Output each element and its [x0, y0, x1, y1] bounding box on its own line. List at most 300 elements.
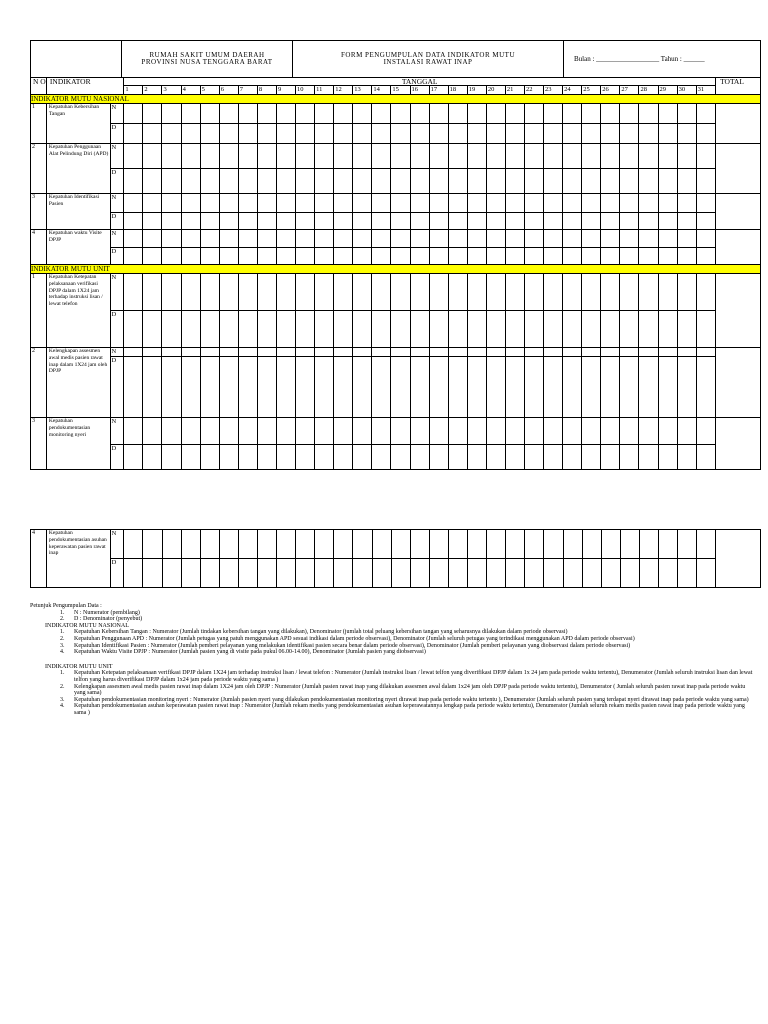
day-cell[interactable] — [658, 213, 677, 230]
day-cell[interactable] — [448, 230, 467, 248]
day-cell[interactable] — [353, 311, 372, 348]
day-cell[interactable] — [658, 274, 677, 311]
day-cell[interactable] — [582, 445, 601, 470]
day-cell[interactable] — [696, 230, 715, 248]
total-cell[interactable] — [716, 230, 761, 265]
day-cell[interactable] — [219, 559, 238, 588]
day-cell[interactable] — [162, 194, 181, 213]
day-cell[interactable] — [467, 445, 486, 470]
day-cell[interactable] — [238, 194, 257, 213]
day-cell[interactable] — [486, 274, 505, 311]
day-cell[interactable] — [334, 104, 353, 124]
day-cell[interactable] — [296, 357, 315, 418]
day-cell[interactable] — [563, 311, 582, 348]
day-cell[interactable] — [162, 144, 181, 169]
day-cell[interactable] — [219, 418, 238, 445]
day-cell[interactable] — [238, 348, 257, 357]
day-cell[interactable] — [582, 311, 601, 348]
day-cell[interactable] — [258, 559, 277, 588]
day-cell[interactable] — [620, 248, 639, 265]
day-cell[interactable] — [524, 445, 543, 470]
day-cell[interactable] — [200, 445, 219, 470]
day-cell[interactable] — [315, 418, 334, 445]
day-cell[interactable] — [505, 248, 524, 265]
day-cell[interactable] — [296, 104, 315, 124]
day-cell[interactable] — [486, 104, 505, 124]
day-cell[interactable] — [200, 144, 219, 169]
day-cell[interactable] — [200, 311, 219, 348]
day-cell[interactable] — [563, 357, 582, 418]
day-cell[interactable] — [524, 213, 543, 230]
total-cell[interactable] — [716, 104, 761, 144]
day-cell[interactable] — [696, 248, 715, 265]
day-cell[interactable] — [238, 169, 257, 194]
day-cell[interactable] — [601, 348, 620, 357]
day-cell[interactable] — [563, 559, 582, 588]
day-cell[interactable] — [620, 104, 639, 124]
day-cell[interactable] — [257, 194, 276, 213]
day-cell[interactable] — [467, 194, 486, 213]
day-cell[interactable] — [486, 348, 505, 357]
day-cell[interactable] — [696, 194, 715, 213]
day-cell[interactable] — [296, 248, 315, 265]
day-cell[interactable] — [677, 144, 696, 169]
day-cell[interactable] — [181, 357, 200, 418]
day-cell[interactable] — [544, 194, 563, 213]
day-cell[interactable] — [601, 144, 620, 169]
day-cell[interactable] — [677, 311, 696, 348]
day-cell[interactable] — [296, 169, 315, 194]
day-cell[interactable] — [639, 169, 658, 194]
day-cell[interactable] — [524, 248, 543, 265]
day-cell[interactable] — [391, 357, 410, 418]
day-cell[interactable] — [696, 357, 715, 418]
day-cell[interactable] — [582, 104, 601, 124]
day-cell[interactable] — [505, 104, 524, 124]
day-cell[interactable] — [658, 124, 677, 144]
day-cell[interactable] — [448, 213, 467, 230]
day-cell[interactable] — [620, 124, 639, 144]
day-cell[interactable] — [200, 530, 219, 559]
day-cell[interactable] — [658, 311, 677, 348]
day-cell[interactable] — [391, 530, 410, 559]
day-cell[interactable] — [696, 213, 715, 230]
day-cell[interactable] — [353, 248, 372, 265]
day-cell[interactable] — [276, 104, 295, 124]
day-cell[interactable] — [677, 194, 696, 213]
day-cell[interactable] — [200, 418, 219, 445]
day-cell[interactable] — [296, 274, 315, 311]
total-cell[interactable] — [716, 144, 761, 194]
day-cell[interactable] — [639, 348, 658, 357]
day-cell[interactable] — [391, 144, 410, 169]
day-cell[interactable] — [505, 357, 524, 418]
day-cell[interactable] — [181, 230, 200, 248]
day-cell[interactable] — [353, 169, 372, 194]
day-cell[interactable] — [124, 194, 143, 213]
day-cell[interactable] — [143, 169, 162, 194]
day-cell[interactable] — [124, 348, 143, 357]
day-cell[interactable] — [124, 144, 143, 169]
day-cell[interactable] — [334, 418, 353, 445]
day-cell[interactable] — [353, 194, 372, 213]
day-cell[interactable] — [620, 169, 639, 194]
day-cell[interactable] — [677, 248, 696, 265]
day-cell[interactable] — [181, 213, 200, 230]
day-cell[interactable] — [372, 248, 391, 265]
day-cell[interactable] — [410, 194, 429, 213]
day-cell[interactable] — [563, 213, 582, 230]
day-cell[interactable] — [315, 445, 334, 470]
day-cell[interactable] — [563, 418, 582, 445]
day-cell[interactable] — [315, 559, 334, 588]
day-cell[interactable] — [334, 357, 353, 418]
day-cell[interactable] — [219, 530, 238, 559]
day-cell[interactable] — [296, 559, 315, 588]
day-cell[interactable] — [544, 213, 563, 230]
day-cell[interactable] — [677, 169, 696, 194]
day-cell[interactable] — [276, 348, 295, 357]
day-cell[interactable] — [162, 357, 181, 418]
day-cell[interactable] — [658, 169, 677, 194]
day-cell[interactable] — [143, 194, 162, 213]
day-cell[interactable] — [238, 311, 257, 348]
day-cell[interactable] — [143, 311, 162, 348]
day-cell[interactable] — [410, 348, 429, 357]
day-cell[interactable] — [219, 104, 238, 124]
day-cell[interactable] — [219, 274, 238, 311]
day-cell[interactable] — [524, 124, 543, 144]
day-cell[interactable] — [639, 230, 658, 248]
day-cell[interactable] — [353, 357, 372, 418]
day-cell[interactable] — [353, 274, 372, 311]
day-cell[interactable] — [639, 445, 658, 470]
day-cell[interactable] — [391, 169, 410, 194]
day-cell[interactable] — [639, 104, 658, 124]
day-cell[interactable] — [257, 357, 276, 418]
day-cell[interactable] — [391, 248, 410, 265]
day-cell[interactable] — [658, 445, 677, 470]
day-cell[interactable] — [372, 418, 391, 445]
day-cell[interactable] — [124, 418, 143, 445]
day-cell[interactable] — [276, 248, 295, 265]
day-cell[interactable] — [200, 248, 219, 265]
day-cell[interactable] — [429, 144, 448, 169]
day-cell[interactable] — [277, 530, 296, 559]
day-cell[interactable] — [448, 530, 467, 559]
day-cell[interactable] — [639, 248, 658, 265]
total-cell[interactable] — [716, 194, 761, 230]
day-cell[interactable] — [429, 274, 448, 311]
day-cell[interactable] — [506, 530, 525, 559]
day-cell[interactable] — [544, 248, 563, 265]
day-cell[interactable] — [257, 213, 276, 230]
day-cell[interactable] — [162, 274, 181, 311]
day-cell[interactable] — [219, 213, 238, 230]
day-cell[interactable] — [544, 530, 563, 559]
day-cell[interactable] — [544, 348, 563, 357]
day-cell[interactable] — [524, 144, 543, 169]
day-cell[interactable] — [143, 357, 162, 418]
day-cell[interactable] — [334, 559, 353, 588]
day-cell[interactable] — [238, 274, 257, 311]
day-cell[interactable] — [410, 418, 429, 445]
day-cell[interactable] — [162, 445, 181, 470]
day-cell[interactable] — [296, 144, 315, 169]
day-cell[interactable] — [486, 230, 505, 248]
day-cell[interactable] — [162, 559, 181, 588]
day-cell[interactable] — [505, 144, 524, 169]
day-cell[interactable] — [563, 169, 582, 194]
day-cell[interactable] — [296, 230, 315, 248]
day-cell[interactable] — [639, 311, 658, 348]
day-cell[interactable] — [372, 230, 391, 248]
day-cell[interactable] — [410, 445, 429, 470]
day-cell[interactable] — [238, 248, 257, 265]
day-cell[interactable] — [639, 194, 658, 213]
day-cell[interactable] — [620, 311, 639, 348]
day-cell[interactable] — [486, 194, 505, 213]
day-cell[interactable] — [601, 169, 620, 194]
day-cell[interactable] — [563, 248, 582, 265]
day-cell[interactable] — [391, 418, 410, 445]
day-cell[interactable] — [181, 274, 200, 311]
day-cell[interactable] — [582, 559, 601, 588]
day-cell[interactable] — [257, 348, 276, 357]
day-cell[interactable] — [448, 194, 467, 213]
day-cell[interactable] — [601, 357, 620, 418]
day-cell[interactable] — [372, 104, 391, 124]
day-cell[interactable] — [429, 357, 448, 418]
day-cell[interactable] — [372, 274, 391, 311]
day-cell[interactable] — [486, 445, 505, 470]
day-cell[interactable] — [181, 445, 200, 470]
day-cell[interactable] — [544, 311, 563, 348]
day-cell[interactable] — [296, 445, 315, 470]
day-cell[interactable] — [697, 559, 716, 588]
day-cell[interactable] — [448, 418, 467, 445]
day-cell[interactable] — [124, 311, 143, 348]
day-cell[interactable] — [677, 230, 696, 248]
day-cell[interactable] — [276, 144, 295, 169]
day-cell[interactable] — [238, 357, 257, 418]
day-cell[interactable] — [677, 124, 696, 144]
day-cell[interactable] — [544, 144, 563, 169]
day-cell[interactable] — [410, 311, 429, 348]
day-cell[interactable] — [353, 418, 372, 445]
day-cell[interactable] — [315, 169, 334, 194]
day-cell[interactable] — [620, 445, 639, 470]
day-cell[interactable] — [563, 104, 582, 124]
day-cell[interactable] — [410, 248, 429, 265]
day-cell[interactable] — [276, 124, 295, 144]
day-cell[interactable] — [353, 144, 372, 169]
day-cell[interactable] — [468, 559, 487, 588]
day-cell[interactable] — [448, 124, 467, 144]
day-cell[interactable] — [353, 124, 372, 144]
day-cell[interactable] — [124, 169, 143, 194]
day-cell[interactable] — [296, 311, 315, 348]
day-cell[interactable] — [524, 357, 543, 418]
day-cell[interactable] — [505, 194, 524, 213]
day-cell[interactable] — [582, 248, 601, 265]
day-cell[interactable] — [505, 311, 524, 348]
day-cell[interactable] — [448, 144, 467, 169]
day-cell[interactable] — [257, 418, 276, 445]
day-cell[interactable] — [467, 274, 486, 311]
day-cell[interactable] — [467, 348, 486, 357]
day-cell[interactable] — [353, 530, 372, 559]
day-cell[interactable] — [487, 559, 506, 588]
day-cell[interactable] — [238, 418, 257, 445]
day-cell[interactable] — [143, 274, 162, 311]
day-cell[interactable] — [524, 274, 543, 311]
day-cell[interactable] — [238, 104, 257, 124]
day-cell[interactable] — [334, 194, 353, 213]
day-cell[interactable] — [124, 530, 143, 559]
day-cell[interactable] — [678, 559, 697, 588]
day-cell[interactable] — [505, 124, 524, 144]
day-cell[interactable] — [544, 124, 563, 144]
day-cell[interactable] — [181, 418, 200, 445]
day-cell[interactable] — [372, 530, 391, 559]
day-cell[interactable] — [410, 169, 429, 194]
day-cell[interactable] — [582, 357, 601, 418]
day-cell[interactable] — [486, 248, 505, 265]
day-cell[interactable] — [410, 104, 429, 124]
day-cell[interactable] — [334, 248, 353, 265]
day-cell[interactable] — [143, 230, 162, 248]
day-cell[interactable] — [563, 230, 582, 248]
day-cell[interactable] — [353, 559, 372, 588]
day-cell[interactable] — [391, 559, 410, 588]
day-cell[interactable] — [181, 311, 200, 348]
day-cell[interactable] — [315, 230, 334, 248]
day-cell[interactable] — [257, 144, 276, 169]
day-cell[interactable] — [391, 445, 410, 470]
day-cell[interactable] — [544, 418, 563, 445]
day-cell[interactable] — [200, 194, 219, 213]
day-cell[interactable] — [639, 559, 658, 588]
day-cell[interactable] — [601, 530, 620, 559]
day-cell[interactable] — [391, 274, 410, 311]
day-cell[interactable] — [143, 348, 162, 357]
day-cell[interactable] — [677, 348, 696, 357]
day-cell[interactable] — [505, 445, 524, 470]
day-cell[interactable] — [162, 124, 181, 144]
day-cell[interactable] — [124, 248, 143, 265]
day-cell[interactable] — [276, 194, 295, 213]
day-cell[interactable] — [601, 104, 620, 124]
day-cell[interactable] — [372, 213, 391, 230]
day-cell[interactable] — [658, 348, 677, 357]
day-cell[interactable] — [467, 248, 486, 265]
day-cell[interactable] — [467, 169, 486, 194]
day-cell[interactable] — [429, 213, 448, 230]
day-cell[interactable] — [582, 124, 601, 144]
day-cell[interactable] — [181, 124, 200, 144]
day-cell[interactable] — [200, 213, 219, 230]
day-cell[interactable] — [486, 357, 505, 418]
day-cell[interactable] — [658, 104, 677, 124]
day-cell[interactable] — [429, 169, 448, 194]
day-cell[interactable] — [468, 530, 487, 559]
day-cell[interactable] — [563, 445, 582, 470]
day-cell[interactable] — [429, 124, 448, 144]
day-cell[interactable] — [315, 348, 334, 357]
day-cell[interactable] — [257, 248, 276, 265]
day-cell[interactable] — [372, 559, 391, 588]
day-cell[interactable] — [200, 348, 219, 357]
day-cell[interactable] — [505, 230, 524, 248]
day-cell[interactable] — [315, 274, 334, 311]
day-cell[interactable] — [696, 418, 715, 445]
day-cell[interactable] — [524, 311, 543, 348]
day-cell[interactable] — [658, 194, 677, 213]
day-cell[interactable] — [162, 311, 181, 348]
day-cell[interactable] — [143, 248, 162, 265]
day-cell[interactable] — [334, 274, 353, 311]
day-cell[interactable] — [696, 124, 715, 144]
day-cell[interactable] — [315, 194, 334, 213]
day-cell[interactable] — [696, 169, 715, 194]
day-cell[interactable] — [658, 230, 677, 248]
day-cell[interactable] — [315, 311, 334, 348]
day-cell[interactable] — [429, 311, 448, 348]
day-cell[interactable] — [143, 213, 162, 230]
day-cell[interactable] — [257, 124, 276, 144]
day-cell[interactable] — [124, 104, 143, 124]
day-cell[interactable] — [525, 530, 544, 559]
day-cell[interactable] — [544, 230, 563, 248]
day-cell[interactable] — [620, 213, 639, 230]
day-cell[interactable] — [219, 348, 238, 357]
day-cell[interactable] — [181, 104, 200, 124]
day-cell[interactable] — [257, 274, 276, 311]
day-cell[interactable] — [124, 230, 143, 248]
day-cell[interactable] — [601, 311, 620, 348]
day-cell[interactable] — [124, 445, 143, 470]
day-cell[interactable] — [429, 445, 448, 470]
day-cell[interactable] — [486, 213, 505, 230]
day-cell[interactable] — [315, 530, 334, 559]
day-cell[interactable] — [334, 348, 353, 357]
day-cell[interactable] — [448, 104, 467, 124]
day-cell[interactable] — [143, 418, 162, 445]
day-cell[interactable] — [524, 348, 543, 357]
day-cell[interactable] — [162, 248, 181, 265]
day-cell[interactable] — [181, 559, 200, 588]
day-cell[interactable] — [582, 348, 601, 357]
day-cell[interactable] — [219, 194, 238, 213]
day-cell[interactable] — [257, 104, 276, 124]
day-cell[interactable] — [677, 445, 696, 470]
day-cell[interactable] — [124, 124, 143, 144]
day-cell[interactable] — [601, 194, 620, 213]
day-cell[interactable] — [696, 104, 715, 124]
day-cell[interactable] — [677, 274, 696, 311]
day-cell[interactable] — [276, 445, 295, 470]
day-cell[interactable] — [601, 213, 620, 230]
day-cell[interactable] — [410, 144, 429, 169]
day-cell[interactable] — [544, 357, 563, 418]
day-cell[interactable] — [296, 530, 315, 559]
day-cell[interactable] — [276, 230, 295, 248]
day-cell[interactable] — [601, 124, 620, 144]
day-cell[interactable] — [601, 274, 620, 311]
day-cell[interactable] — [143, 144, 162, 169]
day-cell[interactable] — [162, 213, 181, 230]
